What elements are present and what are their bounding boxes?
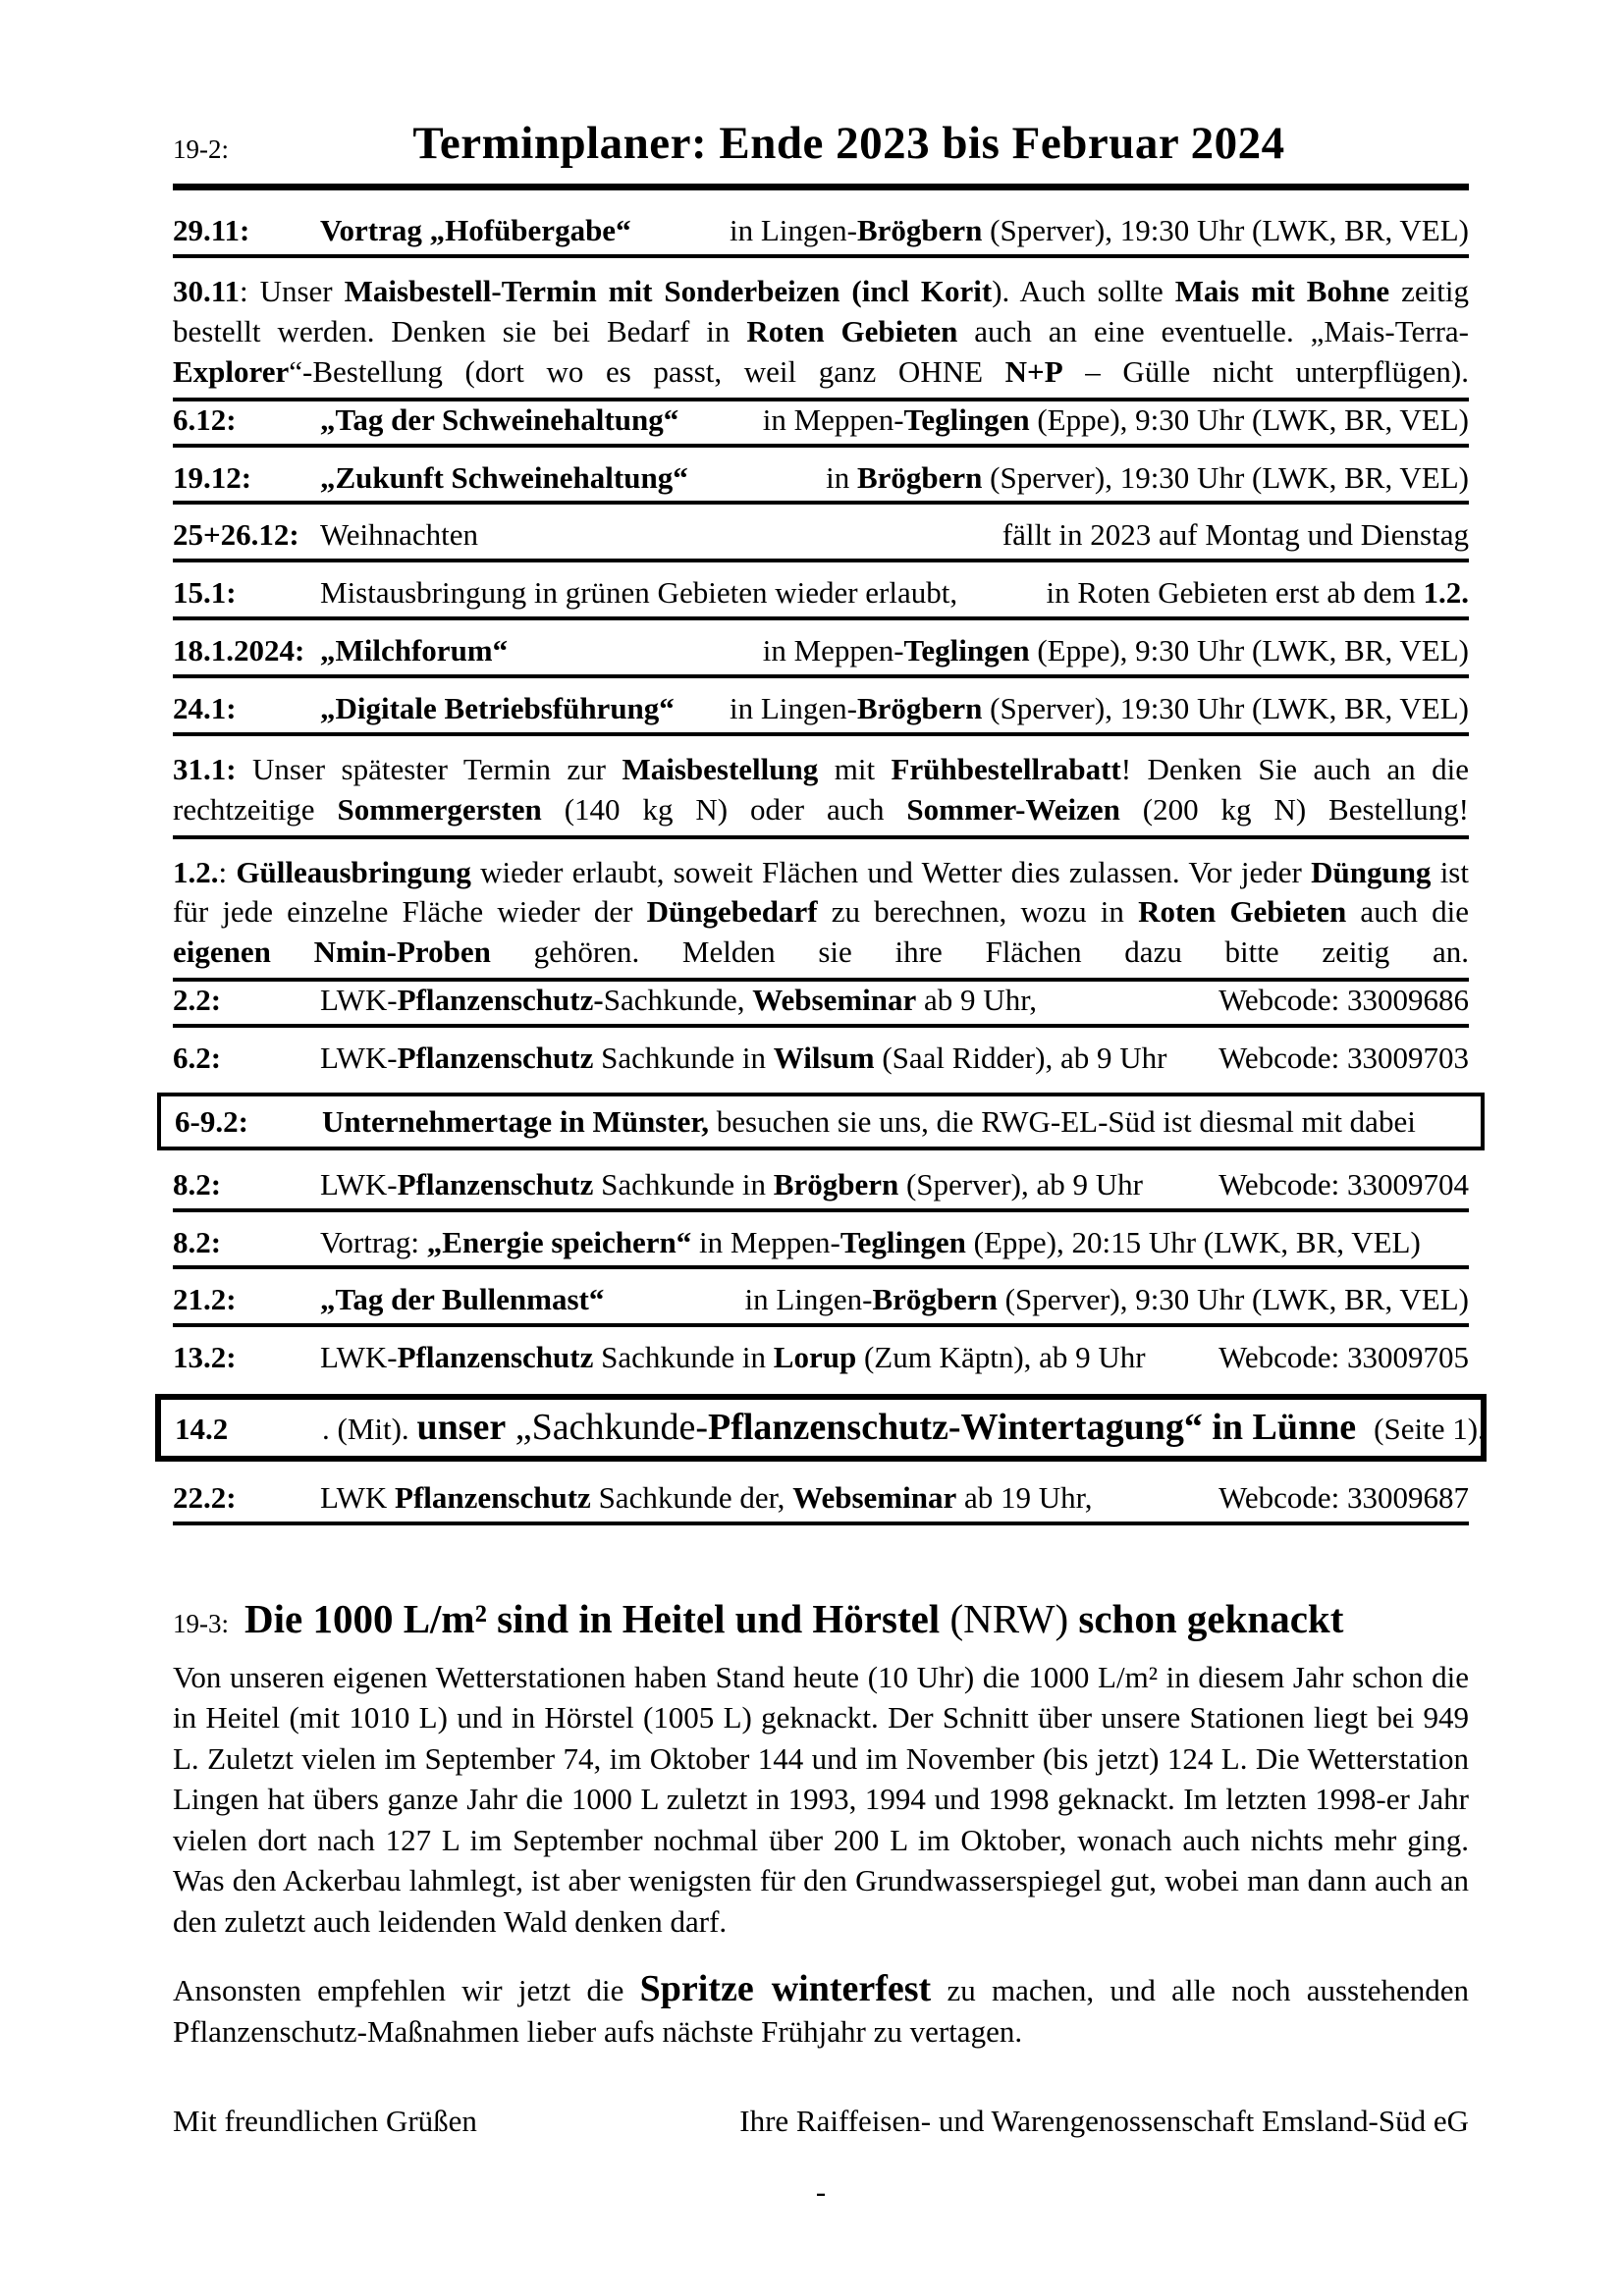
text-segment: Webcode: 33009704 <box>1218 1166 1469 1201</box>
text-segment: auch die <box>1346 894 1469 930</box>
entry-right-text <box>1029 574 1469 612</box>
text-segment: Düngung <box>1311 854 1432 889</box>
entry-text <box>320 1339 1146 1376</box>
text-segment: Pflanzenschutz <box>397 1041 594 1076</box>
text-segment: Pflanzenschutz <box>395 1479 591 1515</box>
text-segment: ist für jede einzelne Fläche wieder der <box>173 854 1469 930</box>
entry-date: 8.2: <box>173 1224 222 1259</box>
text-segment: Sachkunde in <box>593 1041 774 1076</box>
text-segment: (NRW) <box>949 1595 1069 1641</box>
text-segment: . (Mit). <box>322 1411 417 1446</box>
text-segment: Pflanzenschutz <box>397 1340 594 1375</box>
text-segment: (Sperver), 19:30 Uhr (LWK, BR, VEL) <box>982 690 1469 725</box>
entry-text <box>322 1103 1416 1141</box>
entry-right-text <box>712 690 1469 727</box>
text-segment: (Eppe), 9:30 Uhr (LWK, BR, VEL) <box>1029 401 1469 437</box>
text-segment: (Sperver), 19:30 Uhr (LWK, BR, VEL) <box>982 459 1469 495</box>
text-segment: (Eppe), 9:30 Uhr (LWK, BR, VEL) <box>1029 633 1469 668</box>
entry-text <box>320 632 508 669</box>
entry-right-text <box>1201 1339 1469 1376</box>
page-mark: - <box>815 2174 827 2210</box>
text-segment: „Digitale Betriebsführung“ <box>320 690 675 725</box>
entry-date: 19.12: <box>173 459 252 495</box>
text-segment: eigenen Nmin-Proben <box>173 934 491 970</box>
entry-18.1.2024 <box>173 632 1469 678</box>
text-segment: auch an eine eventuelle. „Mais-Terra- <box>957 314 1469 349</box>
text-segment: ab 19 Uhr, <box>956 1479 1093 1515</box>
text-segment: Vortrag „Hofübergabe“ <box>320 213 631 248</box>
text-segment: Webseminar <box>792 1479 957 1515</box>
entry-right-text <box>745 632 1469 669</box>
entry-date: 6.12: <box>173 401 237 437</box>
text-segment: in Lingen- <box>729 690 857 725</box>
text-segment: Webcode: 33009703 <box>1218 1041 1469 1076</box>
text-segment: zu machen, und alle noch ausstehenden Pflanzenschutz-Maßnahmen lieber aufs nächste Frühjahr zu vertagen. <box>173 1973 1469 2049</box>
entry-date: 6.2: <box>173 1041 222 1076</box>
entry-24.1 <box>173 690 1469 736</box>
section2-header <box>173 1594 1469 1643</box>
entry-21.2 <box>173 1281 1469 1327</box>
text-segment: : Unser <box>240 274 345 309</box>
entry-date: 31.1: <box>173 751 237 786</box>
text-segment: Webcode: 33009705 <box>1218 1340 1469 1375</box>
text-segment: „Tag der Schweinehaltung“ <box>320 401 679 437</box>
text-segment: : <box>218 854 237 889</box>
entry-text <box>320 459 688 497</box>
entry-right-text <box>1201 1479 1469 1517</box>
text-segment: Sachkunde in <box>593 1340 774 1375</box>
section2-heading <box>244 1594 1343 1643</box>
text-segment: Lorup <box>773 1340 857 1375</box>
entry-date: 30.11 <box>173 274 241 309</box>
entry-text <box>320 982 1037 1019</box>
entry-19.12 <box>173 459 1469 506</box>
text-segment: ! Denken Sie auch an die rechtzeitige <box>173 751 1470 827</box>
text-segment: Wilsum <box>773 1041 875 1076</box>
text-segment: (140 kg N) oder auch <box>541 791 907 827</box>
entry-date: 1.2. <box>173 854 219 889</box>
entry-29.11 <box>173 212 1469 258</box>
entry-text <box>322 1408 1356 1449</box>
text-segment: schon geknackt <box>1068 1595 1344 1641</box>
entry-date: 18.1.2024: <box>173 633 305 668</box>
text-segment: fällt in 2023 auf Montag und Dienstag <box>1001 517 1469 553</box>
entry-text <box>320 690 675 727</box>
entry-6.12 <box>173 401 1469 448</box>
text-segment: Unternehmertage in Münster, <box>322 1103 710 1139</box>
text-segment: Pflanzenschutz <box>397 1166 594 1201</box>
entry-date: 24.1: <box>173 690 237 725</box>
text-segment: “-Bestellung (dort wo es passt, weil ganz OHNE <box>289 353 1005 389</box>
text-segment: (Zum Käptn), ab 9 Uhr <box>856 1340 1146 1375</box>
entry-text <box>320 1479 1092 1517</box>
entry-30.11 <box>173 272 1469 401</box>
text-segment: in Roten Gebieten erst ab dem <box>1046 575 1424 611</box>
entry-text <box>320 516 478 554</box>
entry-2.2 <box>173 982 1469 1028</box>
text-segment: (Seite 1). <box>1374 1411 1486 1446</box>
entry-31.1 <box>173 750 1469 839</box>
text-segment: (Sperver), 19:30 Uhr (LWK, BR, VEL) <box>982 213 1469 248</box>
closing-row <box>173 2103 1469 2140</box>
text-segment: (Saal Ridder), ab 9 Uhr <box>874 1041 1167 1076</box>
entry-15.1 <box>173 574 1469 620</box>
text-segment: Roten Gebieten <box>1138 894 1347 930</box>
entry-text <box>320 574 957 612</box>
entry-14.2 <box>155 1394 1487 1462</box>
entry-date: 6-9.2: <box>175 1103 248 1139</box>
text-segment: Sachkunde in <box>593 1166 774 1201</box>
text-segment: 1.2. <box>1423 575 1469 611</box>
text-segment: „Sachkunde- <box>506 1406 708 1448</box>
weather-paragraph: Von unseren eigenen Wetterstationen haben Stand heute (10 Uhr) die 1000 L/m² in diesem Jahr schon die in Heitel (mit 1010 L) und in Hörstel (1005 L) geknackt. Der Schnitt über unsere Stationen liegt bei 949 L. Zuletzt vielen im September 74, im Oktober 144 und im November (bis jetzt) 124 L. Die Wetterstation Lingen hat übers ganze Jahr die 1000 L zuletzt in 1993, 1994 und 1998 geknackt. Im letzten 1998-er Jahr vielen dort nach 127 L im September nochmal über 200 L im Oktober, wonach auch nichts mehr ging. Was den Ackerbau lahmlegt, ist aber wenigsten für den Grundwasserspiegel gut, wobei man dann auch an den zuletzt auch leidenden Wald denken darf. <box>173 1659 1469 1939</box>
entry-text <box>320 401 678 439</box>
entry-right-text <box>712 212 1469 249</box>
text-segment: – Gülle nicht unterpflügen). <box>1062 353 1470 389</box>
entry-date: 29.11: <box>173 213 250 248</box>
text-segment: Gülleausbringung <box>236 854 471 889</box>
closing-greeting: Mit freundlichen Grüßen <box>173 2104 477 2139</box>
entry-date: 14.2 <box>175 1411 229 1446</box>
text-segment: Pflanzenschutz-Wintertagung“ in Lünne <box>708 1406 1357 1448</box>
text-segment: Webcode: 33009686 <box>1218 983 1469 1018</box>
text-segment: „Milchforum“ <box>320 633 509 668</box>
text-segment: Brögbern <box>856 213 983 248</box>
text-segment: Explorer <box>173 353 290 389</box>
entry-text <box>320 212 631 249</box>
text-segment: zu berechnen, wozu in <box>817 894 1139 930</box>
entry-right-text <box>1356 1411 1486 1448</box>
text-segment: „Energie speichern“ <box>426 1224 692 1259</box>
text-segment: (Sperver), ab 9 Uhr <box>898 1166 1143 1201</box>
weather-section <box>173 1594 1469 2211</box>
entry-text <box>320 1040 1166 1077</box>
entry-date: 13.2: <box>173 1340 237 1375</box>
document-header <box>173 116 1469 190</box>
text-segment: besuchen sie uns, die RWG-EL-Süd ist diesmal mit dabei <box>709 1103 1416 1139</box>
text-segment: Weihnachten <box>320 517 479 553</box>
text-segment: (Eppe), 20:15 Uhr (LWK, BR, VEL) <box>965 1224 1421 1259</box>
text-segment: „Tag der Bullenmast“ <box>320 1282 605 1317</box>
text-segment: Die 1000 L/m² sind in Heitel und Hörstel <box>244 1595 950 1641</box>
text-segment: in Meppen- <box>691 1224 840 1259</box>
text-segment: Sommergersten <box>337 791 542 827</box>
entry-6-9.2 <box>157 1093 1485 1150</box>
text-segment: in Meppen- <box>762 401 904 437</box>
text-segment: Brögbern <box>856 459 983 495</box>
entry-right-text <box>808 459 1469 497</box>
text-segment: Mais mit Bohne <box>1174 274 1390 309</box>
text-segment: Vortrag: <box>320 1224 427 1259</box>
text-segment: LWK <box>320 1479 396 1515</box>
text-segment: ab 9 Uhr, <box>916 983 1038 1018</box>
text-segment: Teglingen <box>839 1224 966 1259</box>
entry-8.2-a <box>173 1166 1469 1212</box>
text-segment: mit <box>818 751 892 786</box>
section1-label: 19-2: <box>173 134 229 164</box>
text-segment: Maisbestellung <box>622 751 819 786</box>
text-segment: Unser spätester Termin zur <box>236 751 623 786</box>
entry-right-text <box>985 516 1469 554</box>
advice-paragraph <box>173 1969 1469 2052</box>
entry-text <box>320 1224 1421 1261</box>
text-segment: Mistausbringung in grünen Gebieten wieder erlaubt, <box>320 575 958 611</box>
text-segment: Webcode: 33009687 <box>1218 1479 1469 1515</box>
text-segment: Brögbern <box>872 1282 998 1317</box>
text-segment: zeitig bestellt werden. Denken sie bei Bedarf in <box>173 274 1469 349</box>
text-segment: Maisbestell-Termin mit Sonderbeizen (incl Korit <box>344 274 993 309</box>
entry-date: 21.2: <box>173 1282 237 1317</box>
text-segment: Teglingen <box>903 633 1030 668</box>
text-segment: Webseminar <box>752 983 917 1018</box>
text-segment: N+P <box>1004 353 1063 389</box>
text-segment: Brögbern <box>856 690 983 725</box>
entry-right-text <box>1201 982 1469 1019</box>
text-segment: in Meppen- <box>762 633 904 668</box>
entry-text <box>320 1281 604 1318</box>
text-segment: ). Auch sollte <box>992 274 1175 309</box>
entry-right-text <box>1201 1166 1469 1203</box>
entry-right-text <box>727 1281 1469 1318</box>
text-segment: in Lingen- <box>729 213 857 248</box>
text-segment: Sommer-Weizen <box>906 791 1120 827</box>
entry-1.2 <box>173 853 1469 983</box>
closing-signature: Ihre Raiffeisen- und Warengenossenschaft Emsland-Süd eG <box>739 2104 1469 2139</box>
text-segment: Düngebedarf <box>646 894 818 930</box>
entry-right-text <box>745 401 1469 439</box>
text-segment: Brögbern <box>773 1166 899 1201</box>
text-segment: Spritze winterfest <box>639 1968 932 2010</box>
entry-date: 2.2: <box>173 983 222 1018</box>
entry-date: 8.2: <box>173 1166 222 1201</box>
text-segment: LWK- <box>320 1041 398 1076</box>
text-segment: in <box>826 459 857 495</box>
entry-6.2 <box>173 1040 1469 1077</box>
entry-25+26.12 <box>173 516 1469 562</box>
text-segment: gehören. Melden sie ihre Flächen dazu bitte zeitig an. <box>490 934 1469 970</box>
schedule-list <box>173 212 1486 1524</box>
text-segment: Ansonsten empfehlen wir jetzt die <box>173 1973 640 2008</box>
text-segment: „Zukunft Schweinehaltung“ <box>320 459 688 495</box>
page-title: Terminplaner: Ende 2023 bis Februar 2024 <box>412 118 1285 169</box>
section2-label: 19-3: <box>173 1608 229 1638</box>
text-segment: Frühbestellrabatt <box>891 751 1121 786</box>
text-segment: LWK- <box>320 1340 398 1375</box>
text-segment: Roten Gebieten <box>746 314 958 349</box>
text-segment: LWK- <box>320 983 398 1018</box>
entry-date: 22.2: <box>173 1479 237 1515</box>
entry-22.2 <box>173 1479 1469 1525</box>
text-segment: Pflanzenschutz- <box>397 983 604 1018</box>
entry-right-text <box>1201 1040 1469 1077</box>
text-segment: unser <box>416 1406 507 1448</box>
entry-text <box>320 1166 1143 1203</box>
text-segment: (Sperver), 9:30 Uhr (LWK, BR, VEL) <box>997 1282 1469 1317</box>
text-segment: in Lingen- <box>744 1282 873 1317</box>
text-segment: wieder erlaubt, soweit Flächen und Wetter dies zulassen. Vor jeder <box>470 854 1312 889</box>
text-segment: Teglingen <box>903 401 1030 437</box>
text-segment: (200 kg N) Bestellung! <box>1119 791 1469 827</box>
entry-date: 25+26.12: <box>173 517 299 553</box>
entry-date: 15.1: <box>173 575 237 611</box>
entry-13.2 <box>173 1339 1469 1376</box>
text-segment: Sachkunde, <box>603 983 753 1018</box>
text-segment: LWK- <box>320 1166 398 1201</box>
entry-8.2-b <box>173 1224 1469 1270</box>
text-segment: Sachkunde der, <box>590 1479 793 1515</box>
